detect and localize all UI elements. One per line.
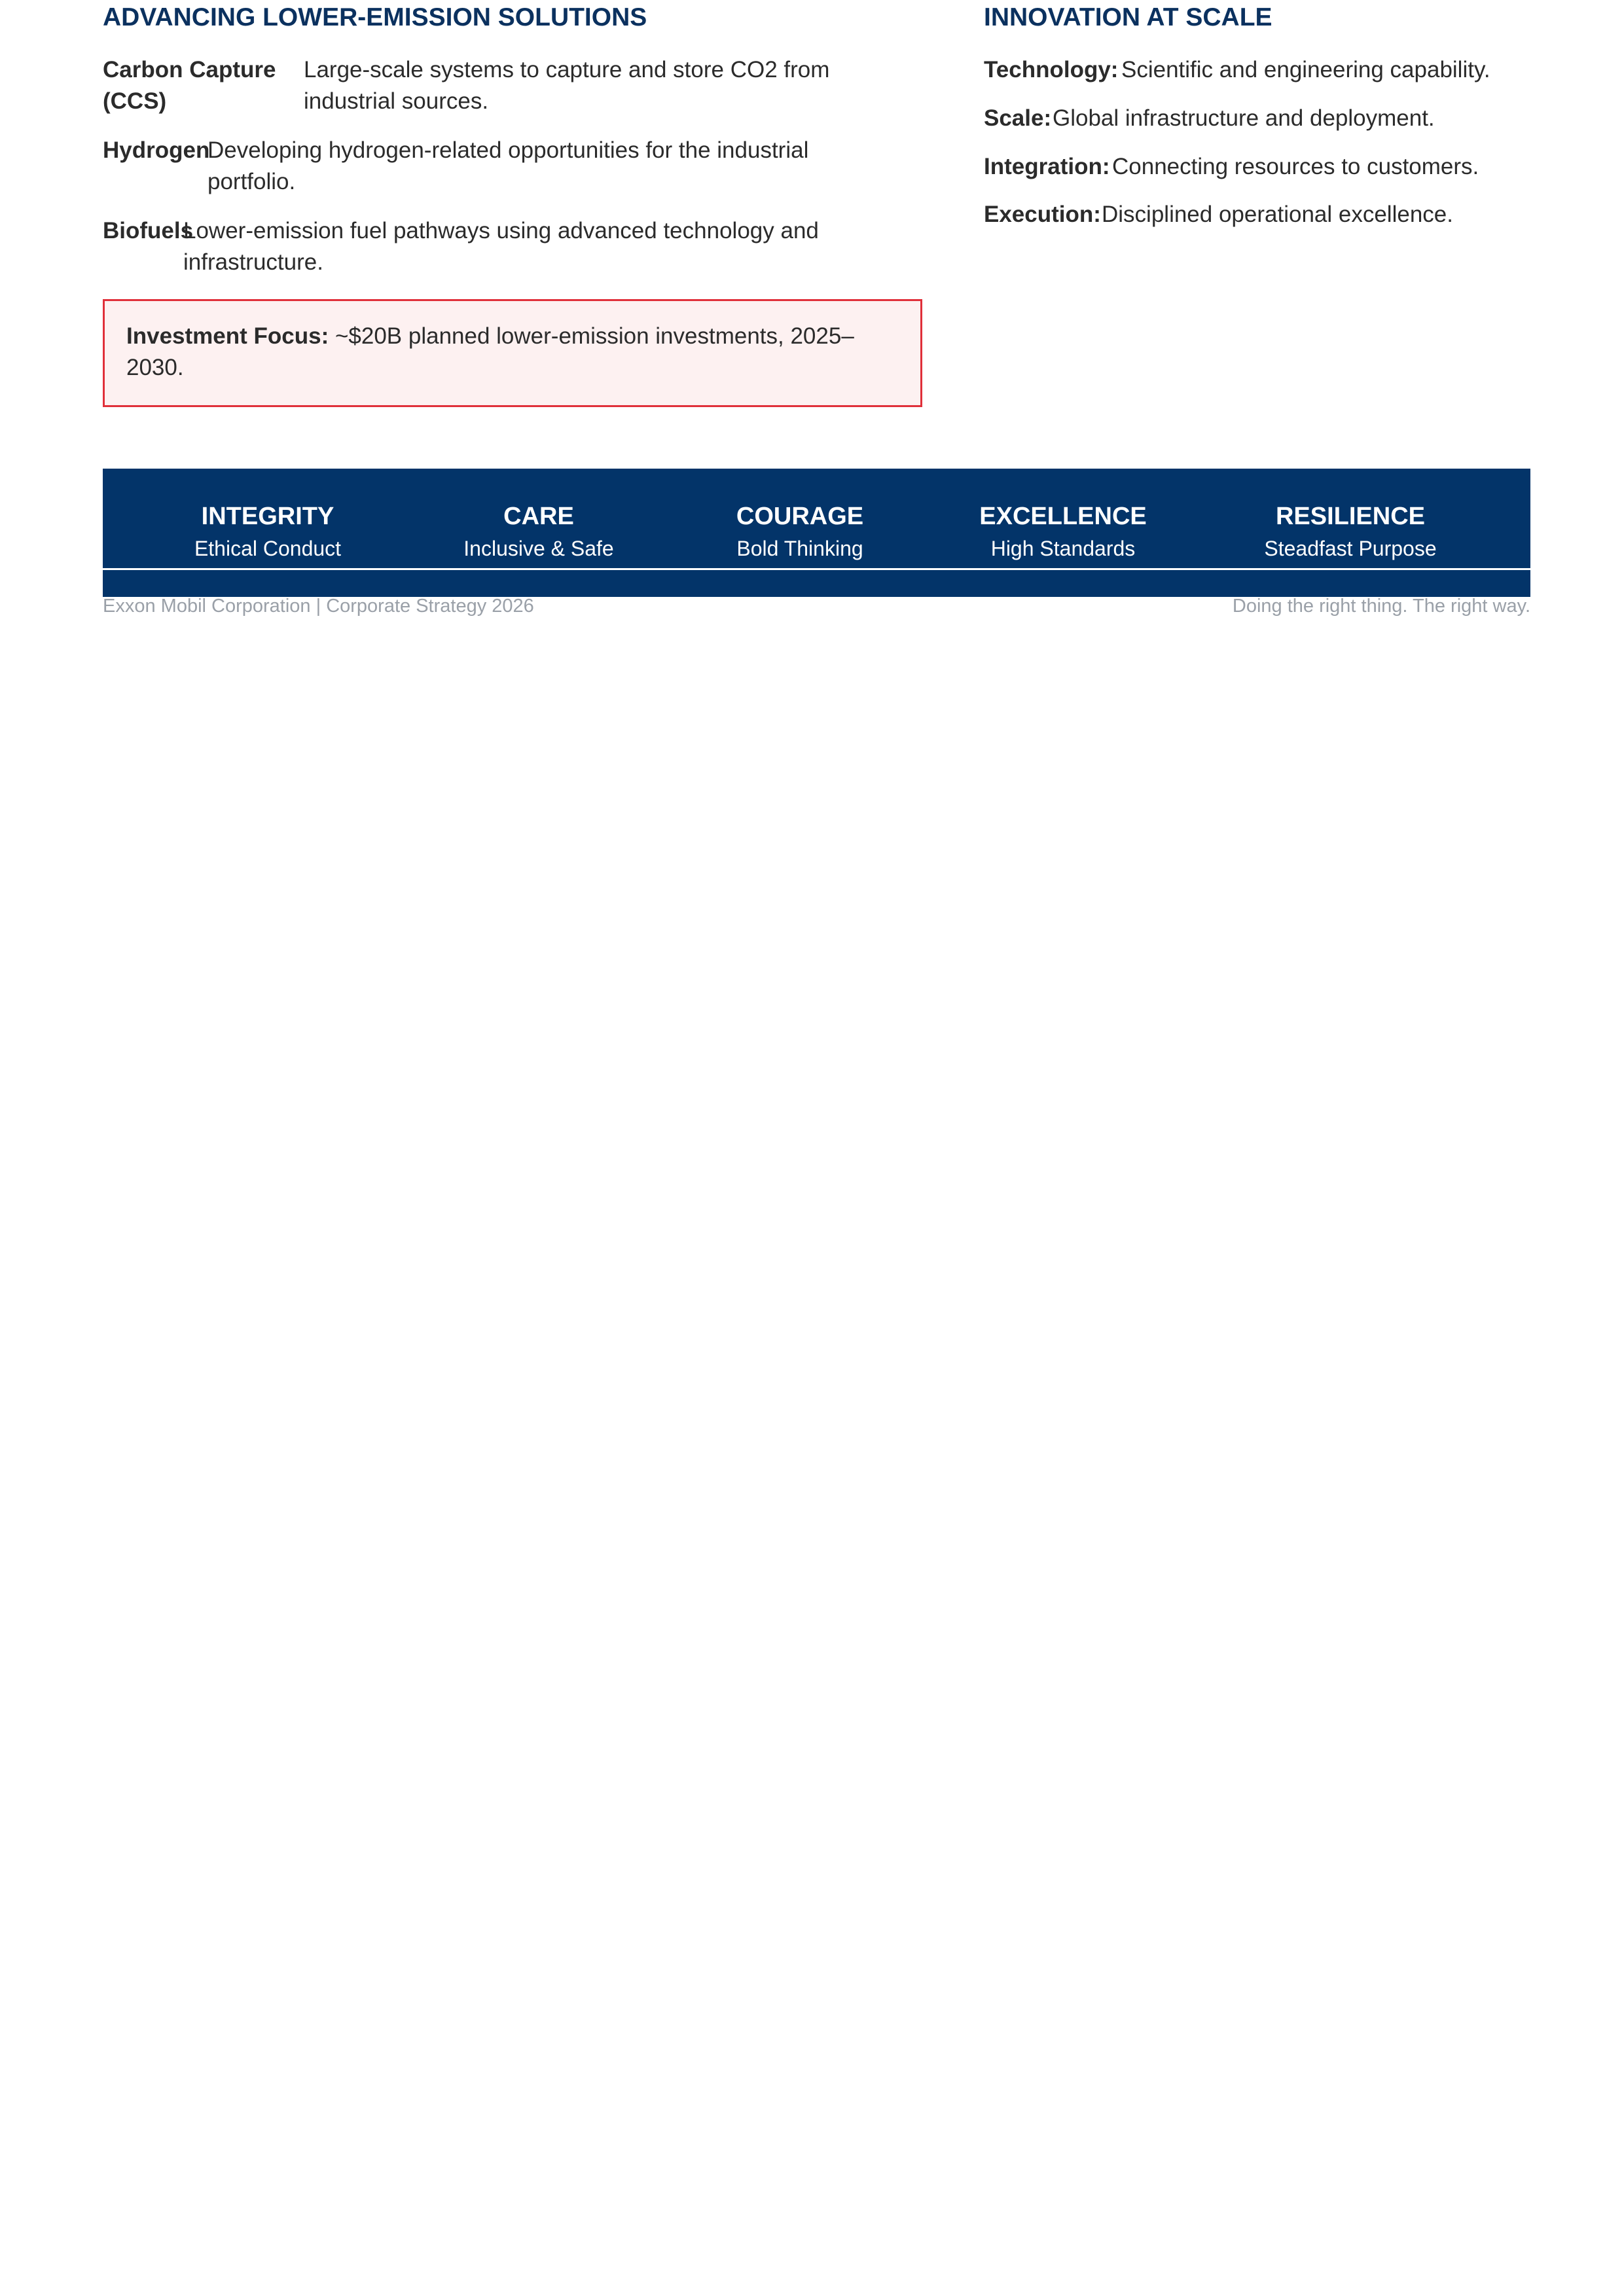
innovation-description: Scientific and engineering capability. bbox=[1121, 57, 1490, 82]
value-subtitle: Inclusive & Safe bbox=[463, 537, 614, 560]
innovation-term: Technology: bbox=[984, 57, 1119, 82]
band-divider bbox=[103, 568, 1530, 570]
investment-focus-callout bbox=[103, 299, 922, 407]
innovation-term: Integration: bbox=[984, 154, 1110, 179]
footer-tagline: Doing the right thing. The right way. bbox=[1232, 596, 1530, 617]
solution-term: Hydrogen bbox=[103, 137, 210, 163]
solution-item-biofuels bbox=[103, 215, 922, 281]
value-title: CARE bbox=[503, 503, 574, 530]
value-courage bbox=[662, 500, 937, 563]
value-resilience bbox=[1213, 500, 1488, 563]
solution-description: Developing hydrogen-related opportunities for the industrial portfolio. bbox=[208, 137, 809, 194]
innovation-item-scale bbox=[984, 103, 1534, 135]
solution-description: Lower-emission fuel pathways using advanced technology and infrastructure. bbox=[183, 218, 819, 275]
solution-description: Large-scale systems to capture and store CO2 from industrial sources. bbox=[304, 57, 830, 114]
value-subtitle: High Standards bbox=[990, 537, 1136, 560]
callout-text: ~$20B planned lower-emission investments, 2025– bbox=[329, 323, 854, 349]
callout-label: Investment Focus: bbox=[126, 323, 329, 349]
value-excellence bbox=[926, 500, 1200, 563]
value-subtitle: Ethical Conduct bbox=[194, 537, 342, 560]
solution-term: Biofuels bbox=[103, 218, 194, 243]
value-subtitle: Bold Thinking bbox=[736, 537, 863, 560]
value-title: COURAGE bbox=[736, 503, 864, 530]
innovation-description: Connecting resources to customers. bbox=[1112, 154, 1479, 179]
innovation-item-technology bbox=[984, 54, 1534, 87]
innovation-item-integration bbox=[984, 151, 1534, 184]
innovation-term: Execution: bbox=[984, 202, 1101, 227]
innovation-term: Scale: bbox=[984, 105, 1052, 131]
footer-company: Exxon Mobil Corporation | Corporate Strategy 2026 bbox=[103, 596, 534, 617]
section-title-innovation: INNOVATION AT SCALE bbox=[984, 3, 1272, 31]
callout-text-continued: 2030. bbox=[126, 355, 184, 380]
solution-item-hydrogen bbox=[103, 135, 922, 200]
innovation-description: Global infrastructure and deployment. bbox=[1053, 105, 1435, 131]
solution-item-ccs bbox=[103, 54, 922, 120]
value-title: EXCELLENCE bbox=[979, 503, 1147, 530]
section-title-lower-emission: ADVANCING LOWER-EMISSION SOLUTIONS bbox=[103, 3, 647, 31]
value-title: RESILIENCE bbox=[1275, 503, 1426, 530]
value-care bbox=[401, 500, 676, 563]
value-title: INTEGRITY bbox=[201, 503, 334, 530]
innovation-description: Disciplined operational excellence. bbox=[1102, 202, 1453, 227]
value-integrity bbox=[130, 500, 405, 563]
innovation-item-execution bbox=[984, 199, 1534, 232]
solution-term: Carbon Capture (CCS) bbox=[103, 57, 276, 114]
value-subtitle: Steadfast Purpose bbox=[1264, 537, 1437, 560]
core-values-band bbox=[103, 469, 1530, 597]
